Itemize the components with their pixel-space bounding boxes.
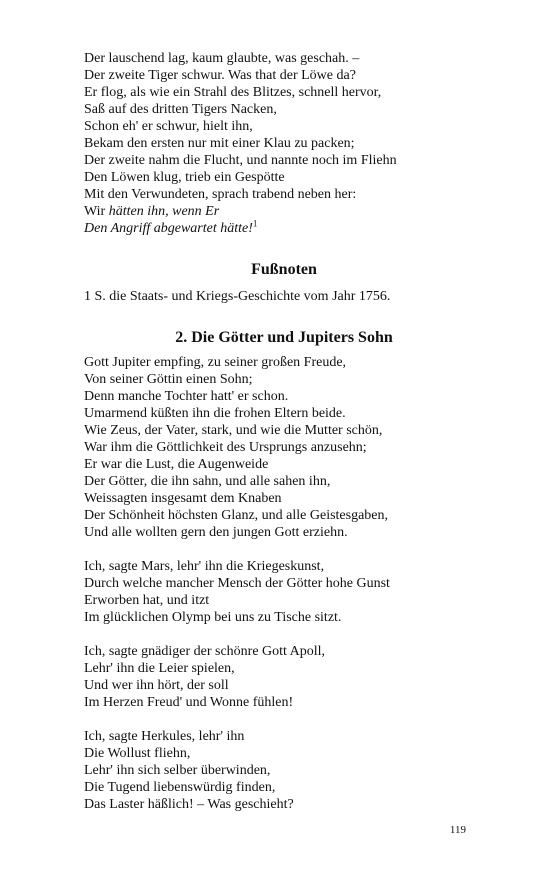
footnote-item: 1 S. die Staats- und Kriegs-Geschichte vom Jahr 1756. (84, 289, 391, 304)
verse-text: Wir (84, 204, 109, 219)
stanza (84, 558, 484, 626)
stanza-spacer (84, 711, 484, 728)
verse-italic-text: Den Angriff abgewartet hätte! (84, 221, 253, 236)
verse-line: Der zweite Tiger schwur. Was that der Löwe da? (84, 68, 356, 83)
verse-line: Den Löwen klug, trieb ein Gespötte (84, 170, 285, 185)
verse-line: Im Herzen Freud' und Wonne fühlen! (84, 695, 294, 710)
verse-line: Schon eh' er schwur, hielt ihn, (84, 119, 253, 134)
poem-continued (84, 50, 484, 237)
page-content (84, 50, 484, 813)
verse-line: Denn manche Tochter hatt' er schon. (84, 389, 289, 404)
verse-line: Umarmend küßten ihn die frohen Eltern beide. (84, 406, 346, 421)
page-number: 119 (449, 824, 466, 836)
verse-line: Saß auf des dritten Tigers Nacken, (84, 102, 277, 117)
stanza-spacer (84, 541, 484, 558)
verse-line: Das Laster häßlich! – Was geschieht? (84, 797, 294, 812)
verse-line: Der Schönheit höchsten Glanz, und alle Geistesgaben, (84, 508, 389, 523)
stanza (84, 354, 484, 541)
verse-line: Und alle wollten gern den jungen Gott erziehn. (84, 525, 348, 540)
verse-line: Der Götter, die ihn sahn, und alle sahen ihn, (84, 474, 331, 489)
verse-line: Durch welche mancher Mensch der Götter hohe Gunst (84, 576, 390, 591)
verse-line: Von seiner Göttin einen Sohn; (84, 372, 253, 387)
verse-line: Die Wollust fliehn, (84, 746, 191, 761)
verse-line: Erworben hat, und itzt (84, 593, 210, 608)
verse-line: Ich, sagte gnädiger der schönre Gott Apoll, (84, 644, 326, 659)
verse-line: Er flog, als wie ein Strahl des Blitzes, schnell hervor, (84, 85, 382, 100)
footnotes-list (84, 288, 484, 305)
verse-line: Lehr' ihn die Leier spielen, (84, 661, 235, 676)
footnote-reference-link[interactable]: 1 (252, 218, 258, 229)
stanza (84, 643, 484, 711)
verse-line (84, 203, 484, 220)
verse-line: Bekam den ersten nur mit einer Klau zu packen; (84, 136, 355, 151)
verse-line: Lehr' ihn sich selber überwinden, (84, 763, 271, 778)
verse-line: Er war die Lust, die Augenweide (84, 457, 269, 472)
verse-line: Gott Jupiter empfing, zu seiner großen Freude, (84, 355, 347, 370)
poem-body (84, 354, 484, 813)
verse-line (84, 220, 484, 237)
verse-line: Weissagten insgesamt dem Knaben (84, 491, 282, 506)
verse-line: Der lauschend lag, kaum glaubte, was geschah. – (84, 51, 360, 66)
verse-line: Ich, sagte Herkules, lehr' ihn (84, 729, 245, 744)
stanza-spacer (84, 626, 484, 643)
verse-line: Die Tugend liebenswürdig finden, (84, 780, 276, 795)
verse-line: Mit den Verwundeten, sprach trabend neben her: (84, 187, 357, 202)
verse-line: War ihm die Göttlichkeit des Ursprungs anzusehn; (84, 440, 367, 455)
verse-italic-text: hätten ihn, wenn Er (108, 204, 220, 219)
verse-line: Im glücklichen Olymp bei uns zu Tische sitzt. (84, 610, 342, 625)
verse-line: Wie Zeus, der Vater, stark, und wie die Mutter schön, (84, 423, 383, 438)
verse-line: Und wer ihn hört, der soll (84, 678, 229, 693)
chapter-title: 2. Die Götter und Jupiters Sohn (175, 329, 393, 346)
footnotes-heading: Fußnoten (251, 261, 317, 278)
verse-line: Ich, sagte Mars, lehr' ihn die Kriegeskunst, (84, 559, 325, 574)
verse-line: Der zweite nahm die Flucht, und nannte noch im Fliehn (84, 153, 397, 168)
stanza (84, 728, 484, 813)
